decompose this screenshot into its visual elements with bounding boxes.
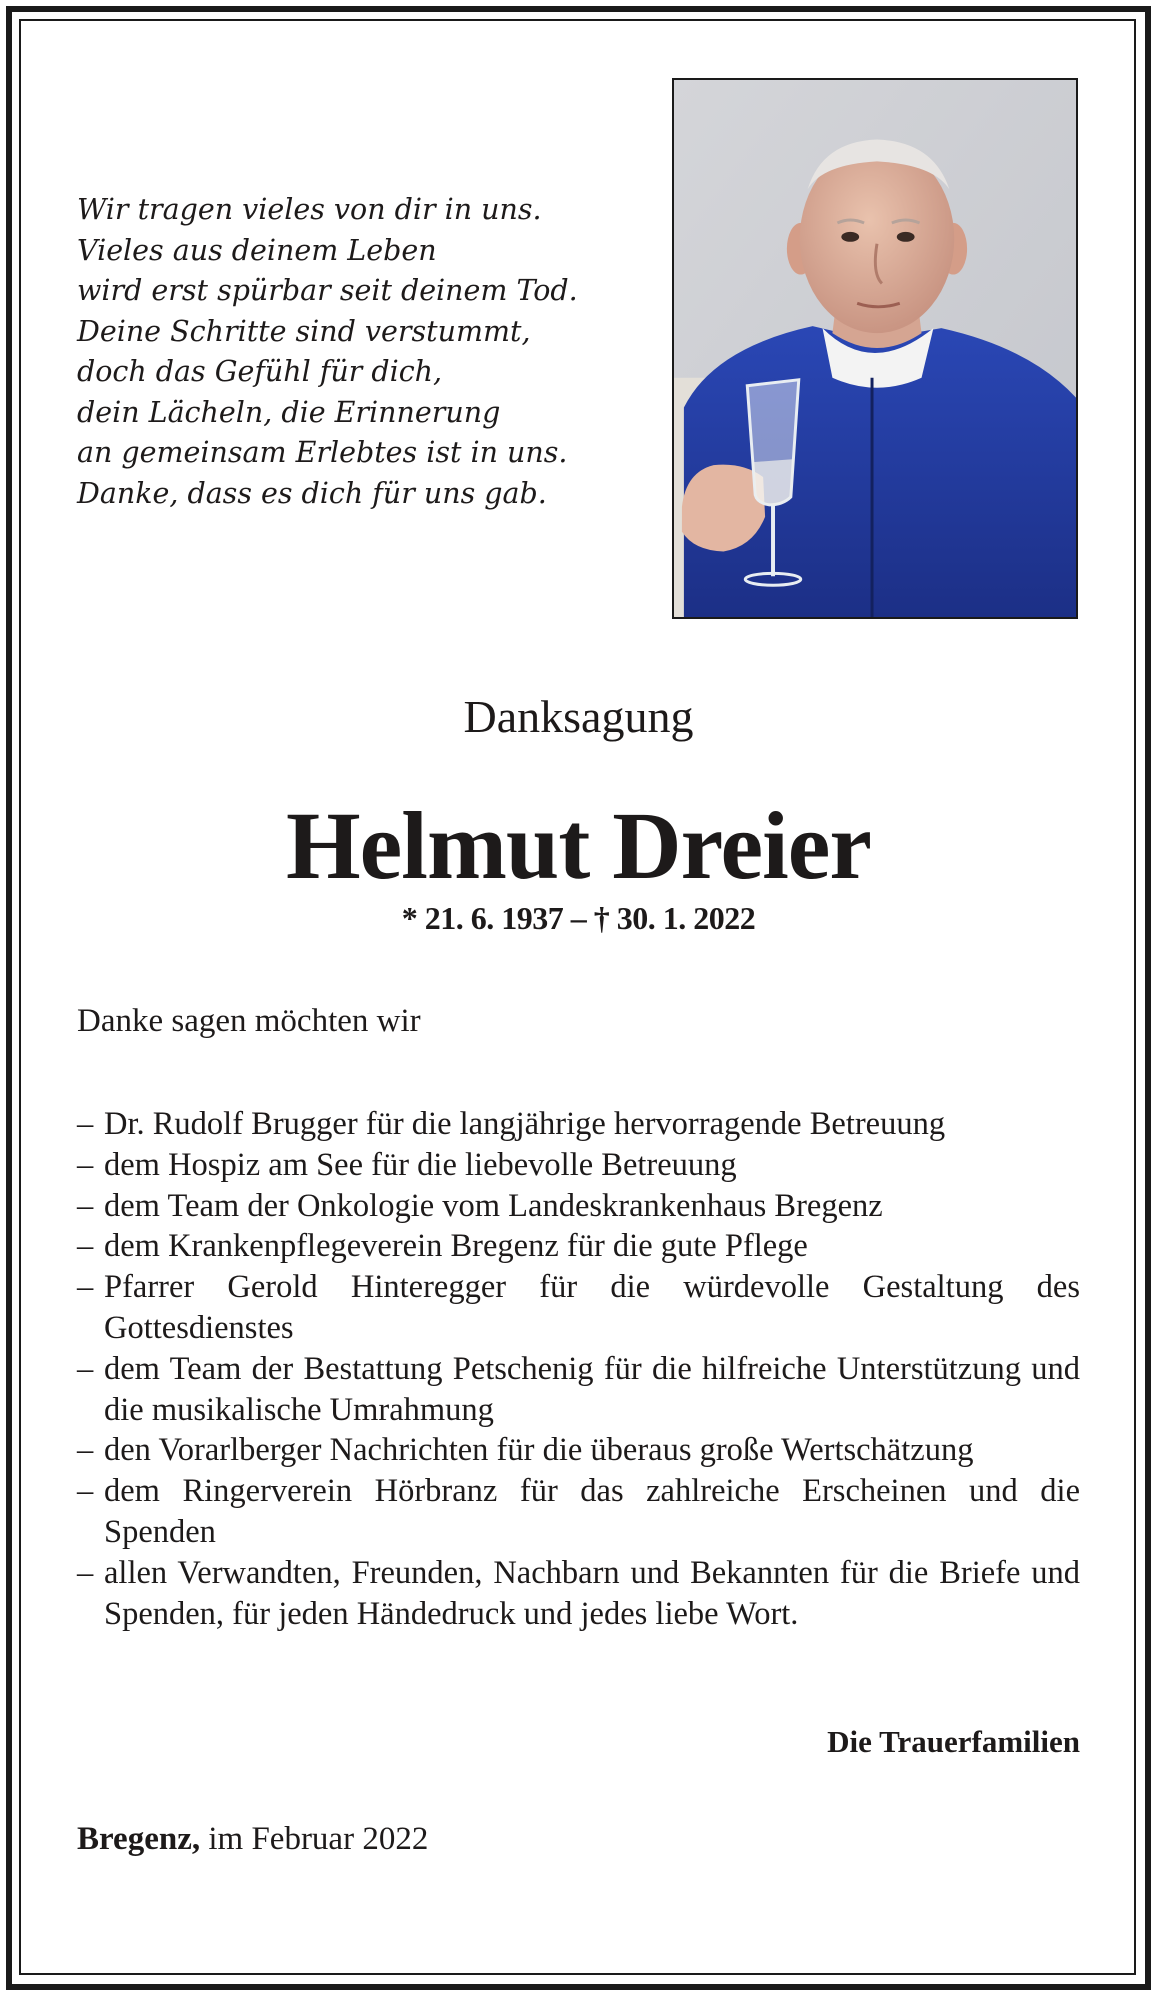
portrait-illustration <box>674 80 1076 617</box>
list-dash: – <box>77 1106 94 1142</box>
poem-line: an gemeinsam Erlebtes ist in uns. <box>77 436 568 469</box>
thanks-list <box>77 1104 1080 1634</box>
list-dash: – <box>77 1146 94 1183</box>
list-item-text: dem Krankenpflegeverein Bregenz für die gute Pflege <box>104 1228 808 1265</box>
list-dash: – <box>77 1187 94 1224</box>
life-dates: * 21. 6. 1937 – † 30. 1. 2022 <box>401 900 756 936</box>
list-item-text: dem Hospiz am See für die liebevolle Betreuung <box>104 1146 737 1183</box>
list-dash: – <box>77 1228 94 1265</box>
list-item-text: Dr. Rudolf Brugger für die langjährige hervorragende Betreuung <box>104 1106 946 1142</box>
place-and-date <box>77 1821 428 1858</box>
deceased-name: Helmut Dreier <box>286 792 871 899</box>
poem-line: doch das Gefühl für dich, <box>77 355 443 388</box>
poem-line: wird erst spürbar seit deinem Tod. <box>77 274 578 307</box>
list-dash: – <box>77 1473 94 1510</box>
list-item <box>77 1430 1080 1471</box>
list-item <box>77 1186 1080 1227</box>
signature: Die Trauerfamilien <box>827 1724 1080 1759</box>
memorial-poem <box>77 190 637 514</box>
page-title: Danksagung <box>463 691 694 742</box>
list-dash: – <box>77 1432 94 1469</box>
list-item-text: dem Team der Onkologie vom Landeskrankenhaus Bregenz <box>104 1187 883 1224</box>
poem-line: dein Lächeln, die Erinnerung <box>77 395 501 429</box>
poem-line: Vieles aus deinem Leben <box>77 233 437 267</box>
list-dash: – <box>77 1269 94 1306</box>
list-item <box>77 1145 1080 1186</box>
list-dash: – <box>77 1554 94 1591</box>
list-item-text: dem Ringerverein Hörbranz für das zahlreiche Erscheinen und die Spenden <box>104 1473 1080 1550</box>
poem-line: Wir tragen vieles von dir in uns. <box>77 193 542 226</box>
list-dash: – <box>77 1350 94 1387</box>
list-item <box>77 1471 1080 1553</box>
thanks-intro: Danke sagen möchten wir <box>77 1003 421 1039</box>
list-item <box>77 1267 1080 1349</box>
poem-line: Danke, dass es dich für uns gab. <box>77 476 547 510</box>
list-item-text: allen Verwandten, Freunden, Nachbarn und Bekannten für die Briefe und Spenden, für jeden Händedruck und jedes liebe Wort. <box>104 1554 1080 1632</box>
poem-line: Deine Schritte sind verstummt, <box>77 314 531 348</box>
notice-date: im Februar 2022 <box>208 1821 429 1857</box>
list-item <box>77 1226 1080 1267</box>
place-name: Bregenz, <box>77 1821 201 1857</box>
portrait-photo <box>672 78 1078 619</box>
list-item-text: Pfarrer Gerold Hinteregger für die würdevolle Gestaltung des Gottesdienstes <box>104 1269 1080 1346</box>
list-item-text: dem Team der Bestattung Petschenig für die hilfreiche Unterstützung und die musikalische Umrahmung <box>104 1350 1080 1428</box>
list-item <box>77 1553 1080 1635</box>
list-item-text: den Vorarlberger Nachrichten für die überaus große Wertschätzung <box>104 1432 974 1469</box>
list-item <box>77 1104 1080 1145</box>
list-item <box>77 1349 1080 1431</box>
